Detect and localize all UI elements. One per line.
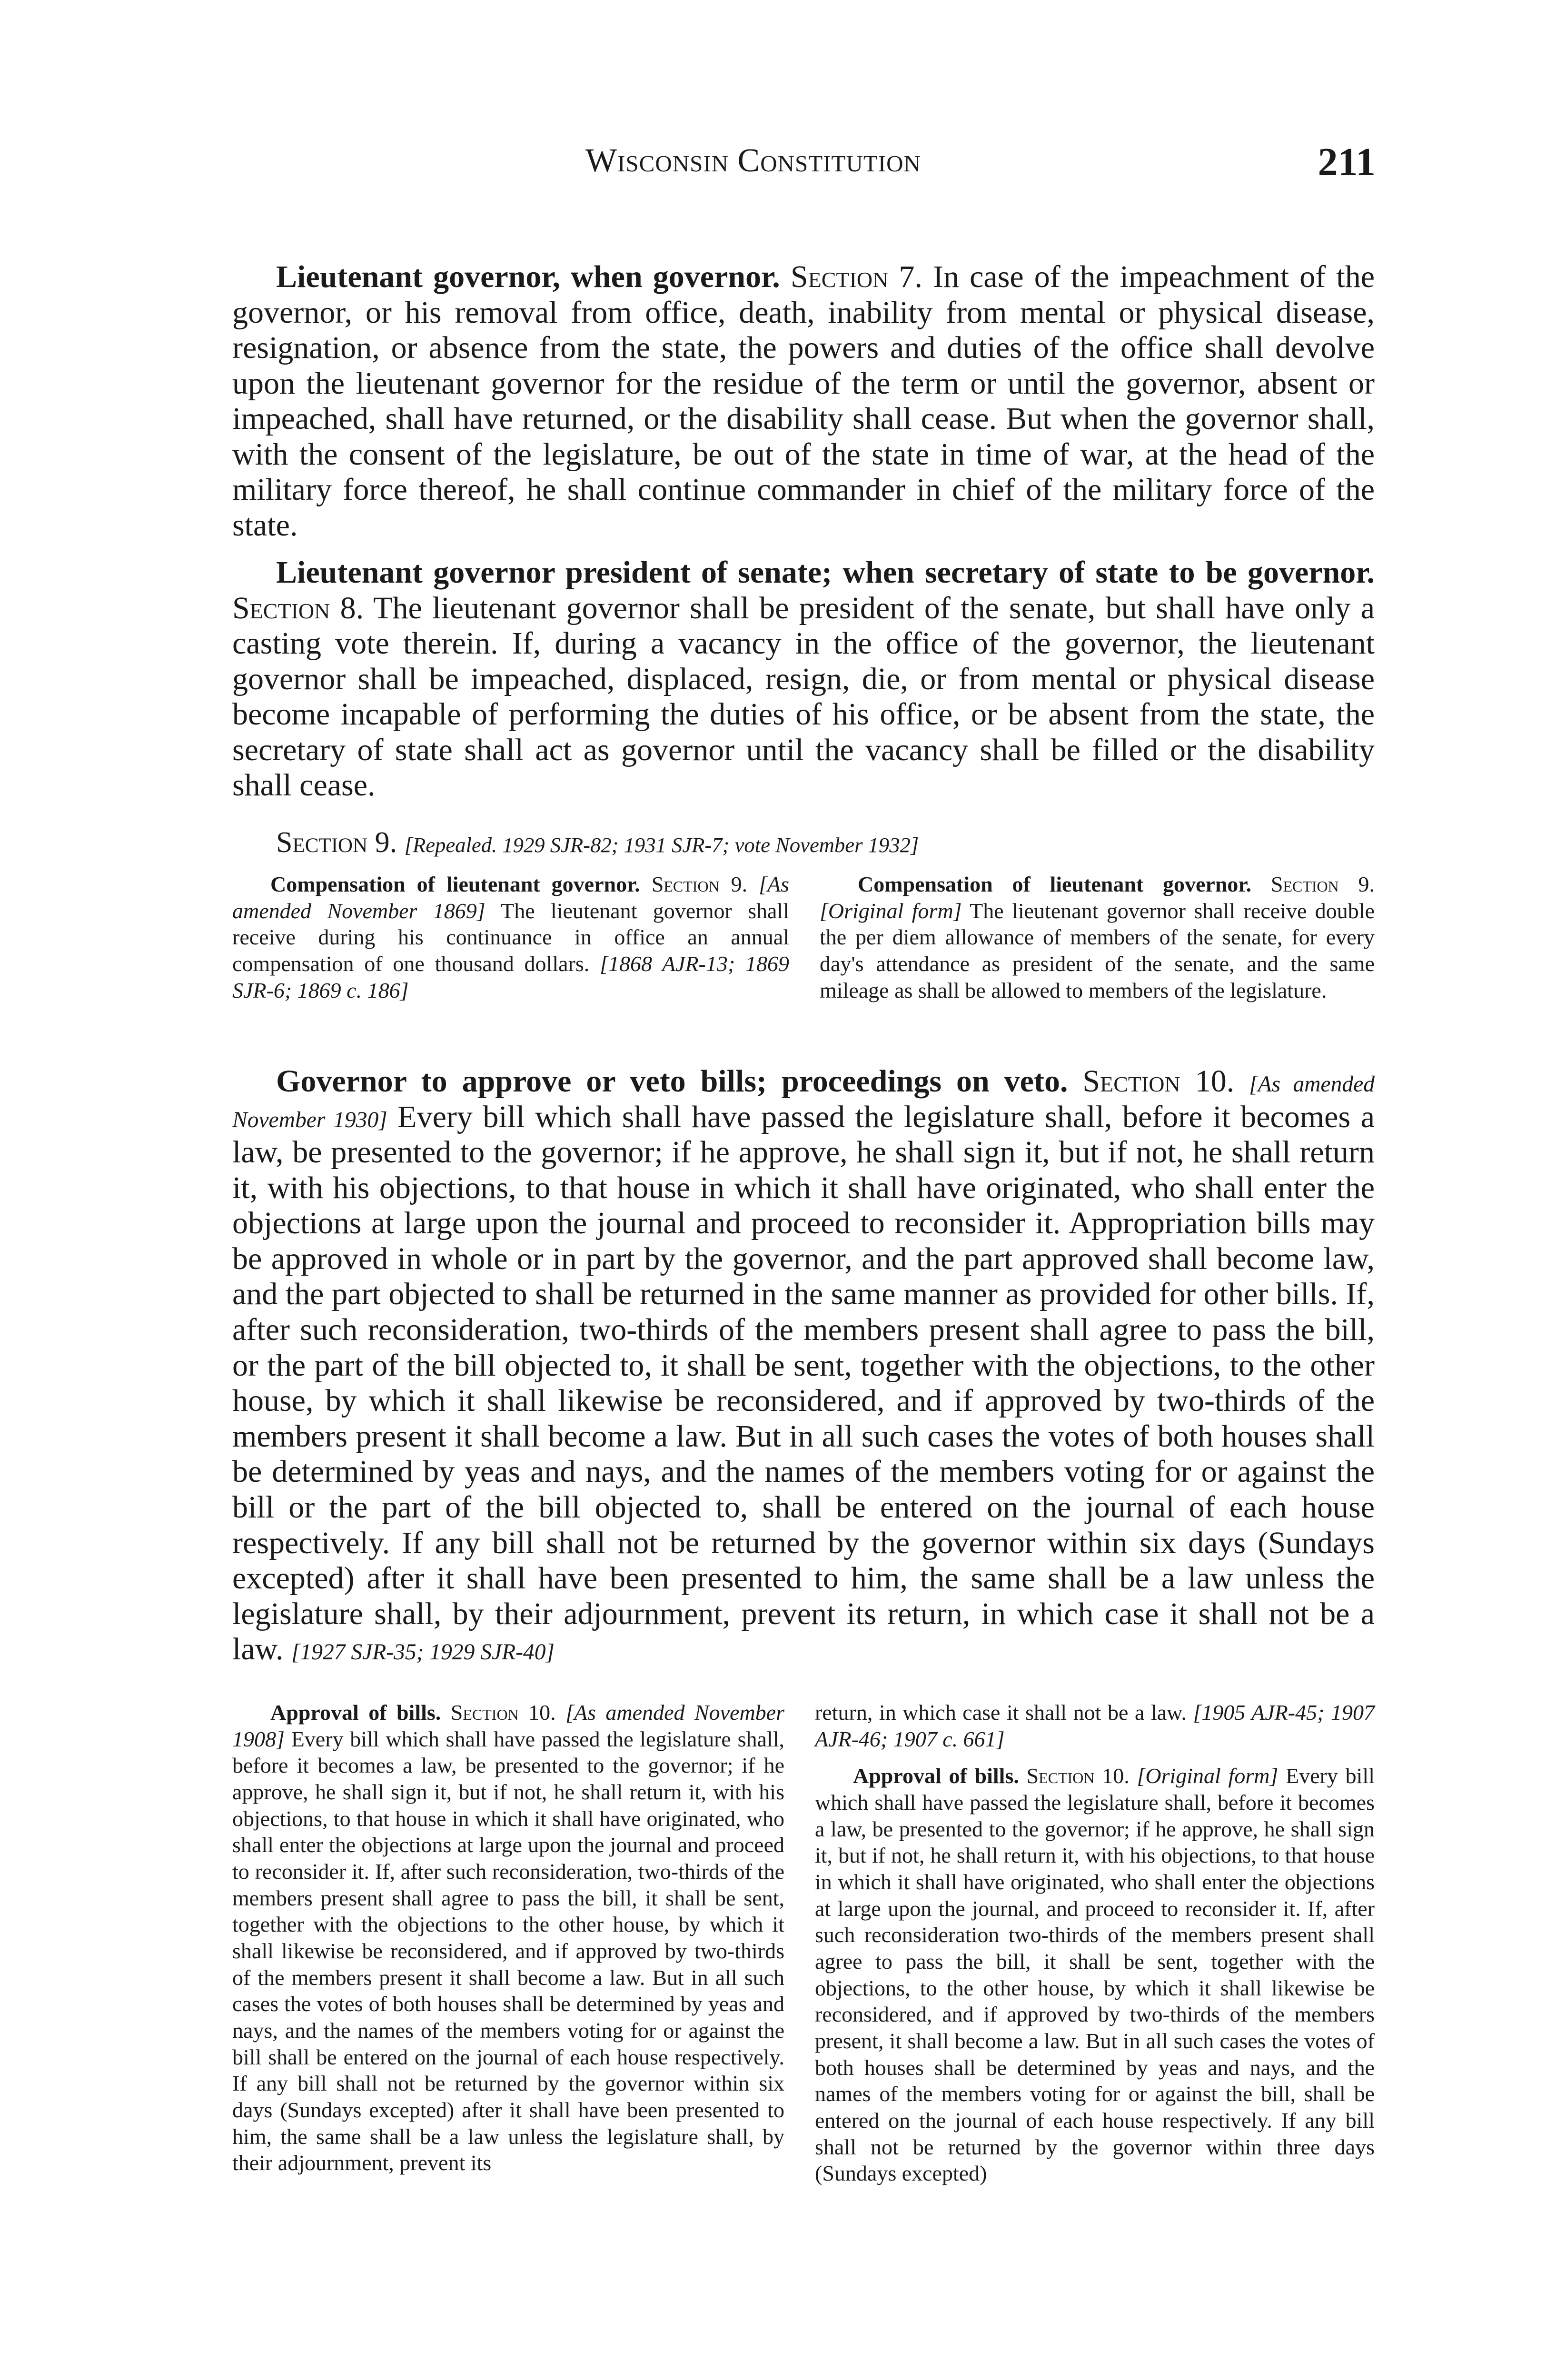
note-9b-label: Section 9. [1270, 872, 1375, 896]
note-section-10-original [815, 1699, 1375, 2187]
section-7-label: Section 7. [790, 259, 922, 294]
page-number: 211 [1318, 140, 1376, 184]
note-9a-label: Section 9. [651, 872, 748, 896]
note-9a-heading: Compensation of lieutenant governor. [270, 872, 640, 896]
page-header [228, 142, 1376, 194]
note-section-9-amended [232, 871, 789, 1003]
section-8-heading: Lieutenant governor president of senate; when secretary of state to be governor. [276, 555, 1375, 590]
section-10-amended: [As amended November 1930] [232, 1072, 1375, 1132]
section-7-heading: Lieutenant governor, when governor. [276, 259, 780, 294]
note-10a-label: Section 10. [450, 1700, 556, 1725]
section-8 [232, 555, 1375, 803]
note-10a-body: Every bill which shall have passed the legislature shall, before it becomes a law, be presented to the governor; if he approve, he shall sign it, but if not, he shall return it, with his objections, to that house in which it shall have originated, who shall enter the objections at large upon the journal and proceed to reconsider it. If, after such reconsideration, two-thirds of the members present shall agree to pass the bill, it shall be sent, together with the objections to the other house, by which it shall likewise be reconsidered, and if approved by two-thirds of the members present it shall become a law. But in all such cases the votes of both houses shall be determined by yeas and nays, and the names of the members voting for or against the bill shall be entered on the journal of each house respectively. If any bill shall not be returned by the governor within six days (Sundays excepted) after it shall have been presented to him, the same shall be a law unless the legislature shall, by their adjournment, prevent its [232, 1726, 785, 2175]
section-8-body: The lieutenant governor shall be president of the senate, but shall have only a casting vote therein. If, during a vacancy in the office of the governor, the lieutenant governor shall be impeached, displaced, resign, die, or from mental or physical disease become incapable of performing the duties of his office, or be absent from the state, the secretary of state shall act as governor until the vacancy shall be filled or the disability shall cease. [232, 590, 1375, 803]
running-title: Wisconsin Constitution [585, 142, 921, 179]
section-7 [232, 259, 1375, 544]
note-section-9-original [820, 871, 1375, 1003]
note-10b-body: Every bill which shall have passed the legislature shall, before it becomes a law, be presented to the governor; if he approve, he shall sign it, but if not, he shall return it, with his objections, to that house in which it shall have originated, who shall enter the objections at large upon the journal, and proceed to reconsider it. If, after such reconsideration two-thirds of the members present shall agree to pass the bill, it shall be sent, together with the objections, to the other house, by which it shall likewise be reconsidered, and if approved by two-thirds of the members present, it shall become a law. But in all such cases the votes of both houses shall be determined by yeas and nays, and the names of the members voting for or against the bill, shall be entered on the journal of each house respectively. If any bill shall not be returned by the governor within three days (Sundays excepted) [815, 1764, 1375, 2186]
note-10b-label: Section 10. [1026, 1764, 1130, 1788]
section-7-body: In case of the impeachment of the governor, or his removal from office, death, inability from mental or physical disease, resignation, or absence from the state, the powers and duties of the office shall devolve upon the lieutenant governor for the residue of the term or until the governor, absent or impeached, shall have returned, or the disability shall cease. But when the governor shall, with the consent of the legislature, be out of the state in time of war, at the head of the military force thereof, he shall continue commander in chief of the military force of the state. [232, 259, 1375, 543]
note-10b-amended: [Original form] [1137, 1764, 1278, 1788]
section-9-history: [Repealed. 1929 SJR-82; 1931 SJR-7; vote November 1932] [404, 833, 919, 857]
section-9-label: Section 9. [276, 826, 397, 859]
note-10a-history: [1905 AJR-45; 1907 AJR-46; 1907 c. 661] [815, 1700, 1375, 1751]
note-9b-body: The lieutenant governor shall receive double the per diem allowance of members of the senate, for every day's attendance as president of the senate, and the same mileage as shall be allowed to members of the legislature. [820, 898, 1375, 1002]
note-9b-heading: Compensation of lieutenant governor. [858, 872, 1252, 896]
note-10b-heading: Approval of bills. [853, 1764, 1019, 1788]
section-9-repealed [276, 826, 919, 860]
section-10 [232, 1064, 1375, 1667]
note-10a-amended: [As amended November 1908] [232, 1700, 784, 1751]
section-10-body: Every bill which shall have passed the legislature shall, before it becomes a law, be presented to the governor; if he approve, he shall sign it, but if not, he shall return it, with his objections, to that house in which it shall have originated, who shall enter the objections at large upon the journal and proceed to reconsider it. Appropriation bills may be approved in whole or in part by the governor, and the part approved shall become law, and the part objected to shall be returned in the same manner as provided for other bills. If, after such reconsideration, two-thirds of the members present shall agree to pass the bill, or the part of the bill objected to, it shall be sent, together with the objections, to the other house, by which it shall likewise be reconsidered, and if approved by two-thirds of the members present it shall become a law. But in all such cases the votes of both houses shall be determined by yeas and nays, and the names of the members voting for or against the bill or the part of the bill objected to, shall be entered on the journal of each house respectively. If any bill shall not be returned by the governor within six days (Sundays excepted) after it shall have been presented to him, the same shall be a law unless the legislature shall, by their adjournment, prevent its return, in which case it shall not be a law. [232, 1099, 1375, 1667]
note-section-10-amended [232, 1699, 784, 2176]
note-9a-amended: [As amended November 1869] [232, 872, 789, 923]
section-10-heading: Governor to approve or veto bills; proceedings on veto. [276, 1064, 1068, 1099]
section-10-label: Section 10. [1082, 1064, 1235, 1099]
section-10-history: [1927 SJR-35; 1929 SJR-40] [291, 1640, 555, 1665]
note-9a-history: [1868 AJR-13; 1869 SJR-6; 1869 c. 186] [232, 951, 789, 1002]
note-10a-continuation: return, in which case it shall not be a law. [815, 1700, 1187, 1725]
section-8-label: Section 8. [232, 590, 364, 625]
note-10a-heading: Approval of bills. [270, 1700, 441, 1725]
note-9b-amended: [Original form] [820, 898, 962, 923]
note-9a-body: The lieutenant governor shall receive during his continuance in office an annual compensation of one thousand dollars. [232, 898, 789, 976]
